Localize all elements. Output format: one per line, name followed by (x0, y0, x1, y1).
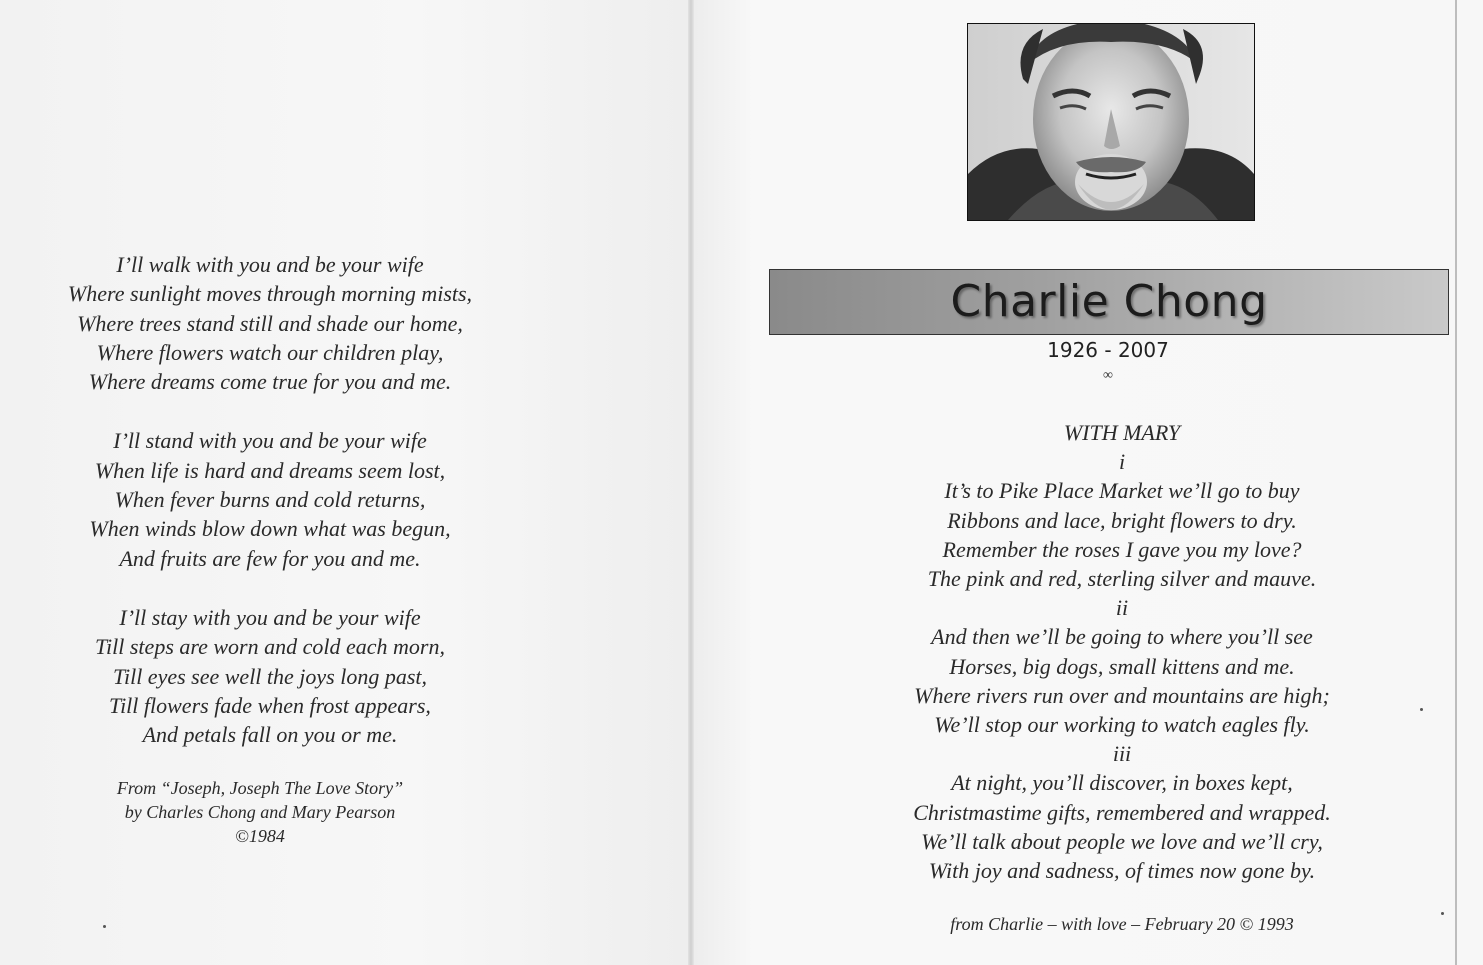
deceased-name: Charlie Chong (950, 276, 1268, 327)
poem-line: Till eyes see well the joys long past, (112, 663, 428, 689)
poem-line: We’ll stop our working to watch eagles fly. (934, 712, 1310, 738)
poem-line: Where sunlight moves through morning mists, (67, 281, 473, 307)
stanza (20, 603, 520, 749)
portrait-image (968, 24, 1254, 220)
poem-line: We’ll talk about people we love and we’ll cry, (921, 828, 1323, 854)
left-page (0, 0, 690, 965)
poem-line: It’s to Pike Place Market we’ll go to buy (944, 478, 1300, 504)
poem-line: Horses, big dogs, small kittens and me. (949, 653, 1295, 679)
stanza (20, 250, 520, 396)
right-poem (862, 418, 1382, 885)
poem-title: WITH MARY (1063, 420, 1181, 445)
poem-line: The pink and red, sterling silver and mauve. (927, 566, 1317, 592)
poem-line: I’ll stand with you and be your wife (113, 428, 427, 454)
paper-speck (1441, 912, 1444, 915)
poem-line: Where flowers watch our children play, (96, 339, 444, 365)
poem-line: Remember the roses I gave you my love? (942, 536, 1302, 562)
poem-line: When fever burns and cold returns, (114, 487, 426, 513)
page-fold (688, 0, 694, 965)
poem-line: Till flowers fade when frost appears, (109, 692, 431, 718)
infinity-divider: ∞ (1103, 368, 1113, 383)
poem-credit (20, 776, 500, 848)
credit-line: From “Joseph, Joseph The Love Story” (116, 778, 404, 798)
poem-line: Till steps are worn and cold each morn, (95, 634, 445, 660)
portrait-photo (967, 23, 1255, 221)
poem-line: I’ll stay with you and be your wife (119, 604, 421, 630)
poem-line: Where dreams come true for you and me. (88, 369, 452, 395)
paper-speck (103, 925, 106, 928)
poem-line: I’ll walk with you and be your wife (116, 252, 424, 277)
section-numeral: i (1118, 449, 1126, 475)
section-numeral: iii (1112, 741, 1132, 767)
poem-line: With joy and sadness, of times now gone by. (928, 858, 1316, 884)
stanza (20, 426, 520, 572)
left-poem (20, 250, 520, 779)
credit-line: by Charles Chong and Mary Pearson (124, 802, 396, 822)
poem-line: And fruits are few for you and me. (119, 545, 421, 571)
poem-line: At night, you’ll discover, in boxes kept, (951, 770, 1293, 796)
poem-line: When life is hard and dreams seem lost, (94, 457, 446, 483)
name-banner (769, 269, 1449, 335)
page-edge (1455, 0, 1457, 965)
credit-line: ©1984 (235, 826, 285, 846)
poem-line: And then we’ll be going to where you’ll see (931, 624, 1313, 650)
signature-line: from Charlie – with love – February 20 © 1993 (950, 914, 1294, 934)
life-years: 1926 - 2007 (1047, 338, 1169, 362)
paper-speck (1420, 708, 1423, 711)
poem-line: Ribbons and lace, bright flowers to dry. (947, 507, 1297, 533)
poem-line: When winds blow down what was begun, (89, 516, 451, 542)
section-numeral: ii (1115, 595, 1129, 621)
poem-line: Where trees stand still and shade our home, (77, 310, 463, 336)
poem-line: Christmastime gifts, remembered and wrapped. (913, 799, 1331, 825)
poem-line: And petals fall on you or me. (142, 722, 398, 748)
poem-line: Where rivers run over and mountains are high; (914, 682, 1330, 708)
